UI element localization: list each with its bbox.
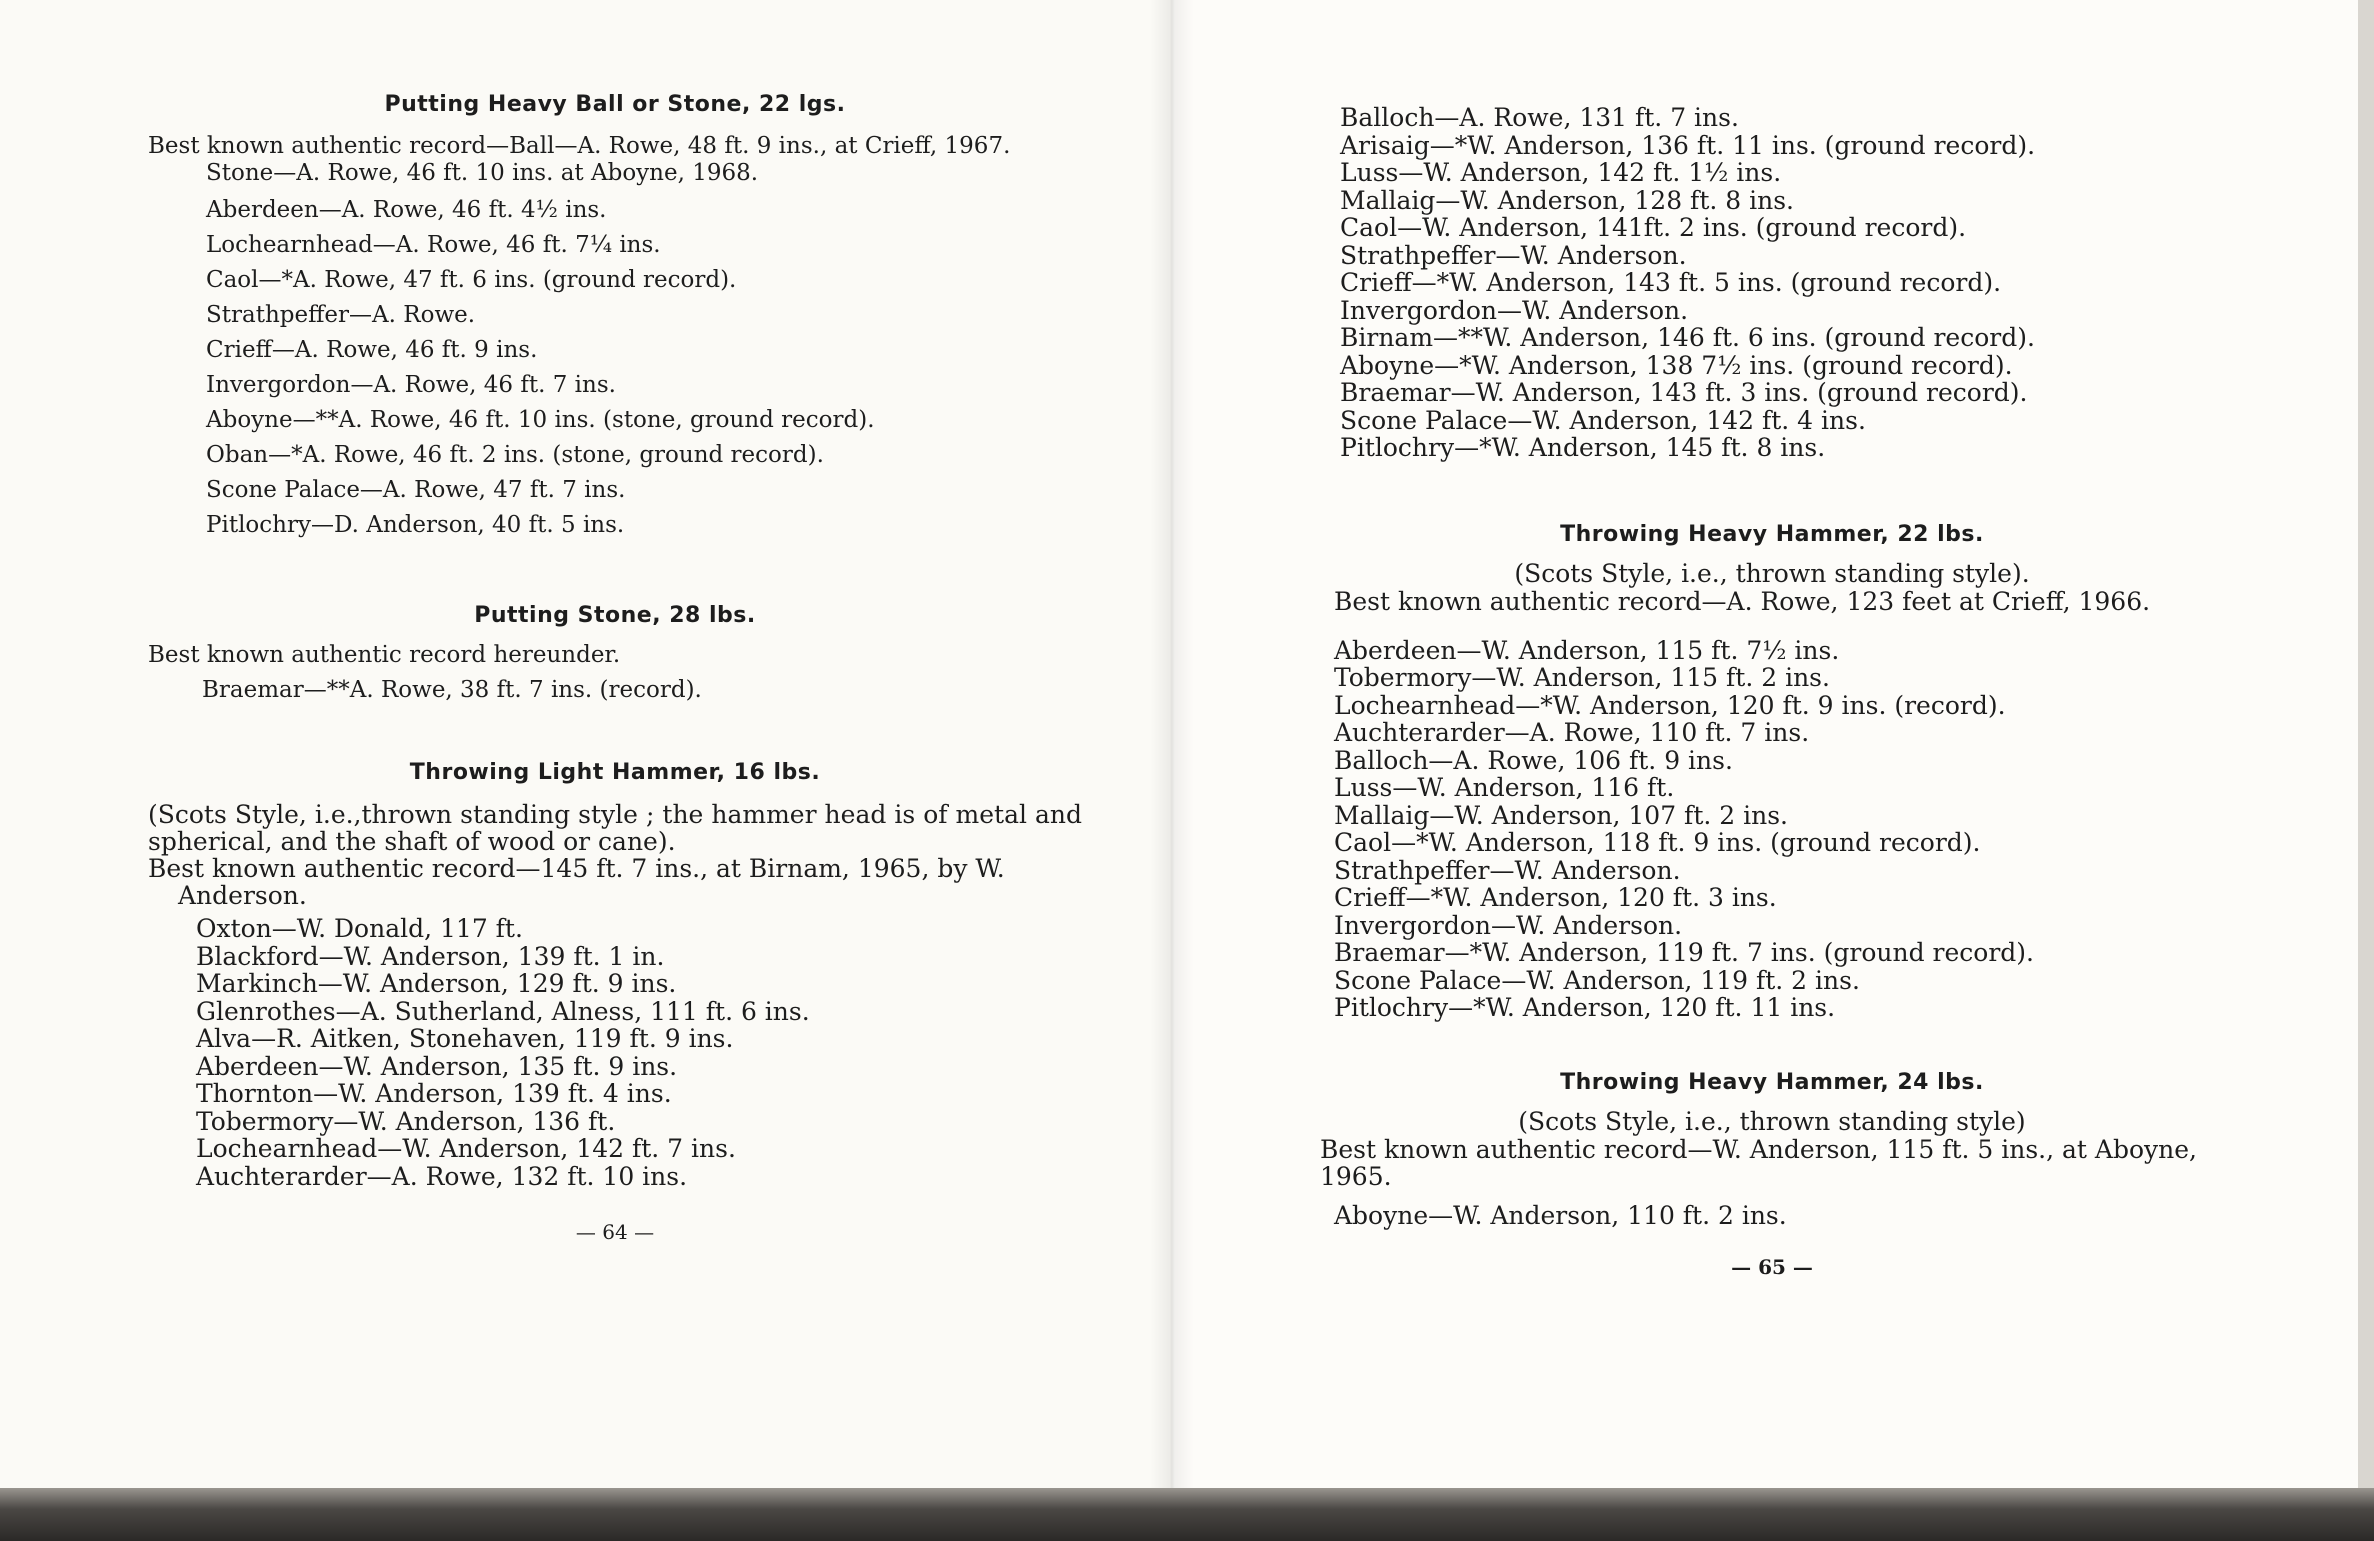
left-page	[0, 0, 1172, 1505]
list-item: Thornton—W. Anderson, 139 ft. 4 ins.	[196, 1079, 672, 1108]
list-item: Aboyne—W. Anderson, 110 ft. 2 ins.	[1334, 1200, 1787, 1230]
subtitle-text: (Scots Style, i.e.,thrown standing style ; the hammer head is of metal and spherical, and the shaft of wood or cane).	[148, 800, 1082, 856]
page-number: — 65 —	[1731, 1255, 1813, 1279]
list-item: Aberdeen—W. Anderson, 115 ft. 7½ ins.	[1334, 635, 1840, 665]
list-item: Braemar—*W. Anderson, 119 ft. 7 ins. (ground record).	[1334, 938, 2034, 967]
list-item: Luss—W. Anderson, 142 ft. 1½ ins.	[1340, 158, 1782, 187]
record-text: Best known authentic record—W. Anderson, 115 ft. 5 ins., at Aboyne, 1965.	[1320, 1134, 2197, 1191]
list-item: Aberdeen—A. Rowe, 46 ft. 4½ ins.	[206, 197, 607, 223]
list-item: Oxton—W. Donald, 117 ft.	[196, 914, 523, 943]
results-list	[1334, 637, 2210, 1022]
list-item: Invergordon—W. Anderson.	[1334, 910, 1683, 940]
record-text: Best known authentic record hereunder.	[148, 642, 621, 668]
record-text: Best known authentic record—145 ft. 7 ins., at Birnam, 1965, by W. Anderson.	[148, 854, 1005, 910]
list-item: Braemar—W. Anderson, 143 ft. 3 ins. (ground record).	[1340, 378, 2028, 407]
list-item: Balloch—A. Rowe, 131 ft. 7 ins.	[1340, 103, 1739, 132]
list-item: Balloch—A. Rowe, 106 ft. 9 ins.	[1334, 745, 1733, 775]
list-item: Markinch—W. Anderson, 129 ft. 9 ins.	[196, 969, 677, 998]
results-list	[148, 673, 1082, 708]
list-item: Braemar—**A. Rowe, 38 ft. 7 ins. (record).	[202, 677, 702, 703]
results-list	[1334, 104, 2210, 462]
book-bottom-edge	[0, 1488, 2374, 1541]
right-page	[1172, 0, 2358, 1505]
list-item: Invergordon—A. Rowe, 46 ft. 7 ins.	[206, 372, 616, 398]
list-item: Invergordon—W. Anderson.	[1340, 295, 1689, 325]
results-list	[148, 193, 1082, 543]
list-item: Strathpeffer—W. Anderson.	[1340, 240, 1687, 270]
section-title: Throwing Heavy Hammer, 22 lbs.	[1560, 521, 1984, 547]
list-item: Tobermory—W. Anderson, 136 ft.	[196, 1106, 616, 1136]
subtitle-text: (Scots Style, i.e., thrown standing style)	[1518, 1106, 2026, 1136]
list-item: Oban—*A. Rowe, 46 ft. 2 ins. (stone, ground record).	[206, 442, 824, 468]
page-number: — 64 —	[575, 1220, 655, 1244]
list-item: Birnam—**W. Anderson, 146 ft. 6 ins. (ground record).	[1340, 323, 2035, 352]
results-list	[1334, 1202, 2210, 1230]
list-item: Caol—*A. Rowe, 47 ft. 6 ins. (ground record).	[206, 267, 737, 293]
list-item: Scone Palace—W. Anderson, 119 ft. 2 ins.	[1334, 965, 1860, 995]
list-item: Luss—W. Anderson, 116 ft.	[1334, 773, 1675, 802]
results-list	[148, 915, 1082, 1190]
list-item: Glenrothes—A. Sutherland, Alness, 111 ft. 6 ins.	[196, 996, 810, 1026]
section-title: Throwing Heavy Hammer, 24 lbs.	[1560, 1069, 1984, 1095]
list-item: Aboyne—**A. Rowe, 46 ft. 10 ins. (stone, ground record).	[206, 407, 875, 433]
list-item: Pitlochry—*W. Anderson, 145 ft. 8 ins.	[1340, 433, 1826, 462]
list-item: Blackford—W. Anderson, 139 ft. 1 in.	[196, 941, 665, 971]
list-item: Scone Palace—A. Rowe, 47 ft. 7 ins.	[206, 477, 626, 503]
list-item: Auchterarder—A. Rowe, 132 ft. 10 ins.	[196, 1161, 688, 1191]
list-item: Caol—W. Anderson, 141ft. 2 ins. (ground record).	[1340, 213, 1967, 242]
list-item: Aboyne—*W. Anderson, 138 7½ ins. (ground record).	[1340, 350, 2013, 380]
list-item: Lochearnhead—A. Rowe, 46 ft. 7¼ ins.	[206, 232, 661, 258]
list-item: Crieff—A. Rowe, 46 ft. 9 ins.	[206, 337, 538, 363]
book-gutter	[1150, 0, 1194, 1505]
list-item: Mallaig—W. Anderson, 107 ft. 2 ins.	[1334, 800, 1788, 830]
list-item: Pitlochry—D. Anderson, 40 ft. 5 ins.	[206, 512, 625, 538]
list-item: Alva—R. Aitken, Stonehaven, 119 ft. 9 ins.	[196, 1024, 734, 1053]
section-title: Throwing Light Hammer, 16 lbs.	[409, 760, 821, 785]
list-item: Strathpeffer—W. Anderson.	[1334, 855, 1681, 885]
list-item: Strathpeffer—A. Rowe.	[206, 302, 476, 328]
list-item: Mallaig—W. Anderson, 128 ft. 8 ins.	[1340, 185, 1794, 215]
list-item: Lochearnhead—W. Anderson, 142 ft. 7 ins.	[196, 1134, 736, 1163]
list-item: Tobermory—W. Anderson, 115 ft. 2 ins.	[1334, 663, 1830, 692]
section-title: Putting Stone, 28 lbs.	[474, 603, 756, 628]
subtitle-text: (Scots Style, i.e., thrown standing style).	[1514, 558, 2030, 588]
list-item: Caol—*W. Anderson, 118 ft. 9 ins. (ground record).	[1334, 828, 1981, 857]
list-item: Aberdeen—W. Anderson, 135 ft. 9 ins.	[196, 1051, 678, 1081]
list-item: Pitlochry—*W. Anderson, 120 ft. 11 ins.	[1334, 993, 1836, 1022]
list-item: Lochearnhead—*W. Anderson, 120 ft. 9 ins. (record).	[1334, 690, 2006, 720]
record-text: Best known authentic record—A. Rowe, 123 feet at Crieff, 1966.	[1334, 586, 2151, 616]
section-title: Putting Heavy Ball or Stone, 22 lgs.	[384, 92, 846, 117]
list-item: Crieff—*W. Anderson, 143 ft. 5 ins. (ground record).	[1340, 268, 2002, 297]
list-item: Crieff—*W. Anderson, 120 ft. 3 ins.	[1334, 883, 1777, 912]
list-item: Scone Palace—W. Anderson, 142 ft. 4 ins.	[1340, 405, 1866, 435]
list-item: Auchterarder—A. Rowe, 110 ft. 7 ins.	[1334, 718, 1810, 747]
record-text: Best known authentic record—Ball—A. Rowe, 48 ft. 9 ins., at Crieff, 1967. Stone—A. Rowe, 46 ft. 10 ins. at Aboyne, 1968.	[148, 133, 1011, 186]
list-item: Arisaig—*W. Anderson, 136 ft. 11 ins. (ground record).	[1340, 130, 2036, 160]
